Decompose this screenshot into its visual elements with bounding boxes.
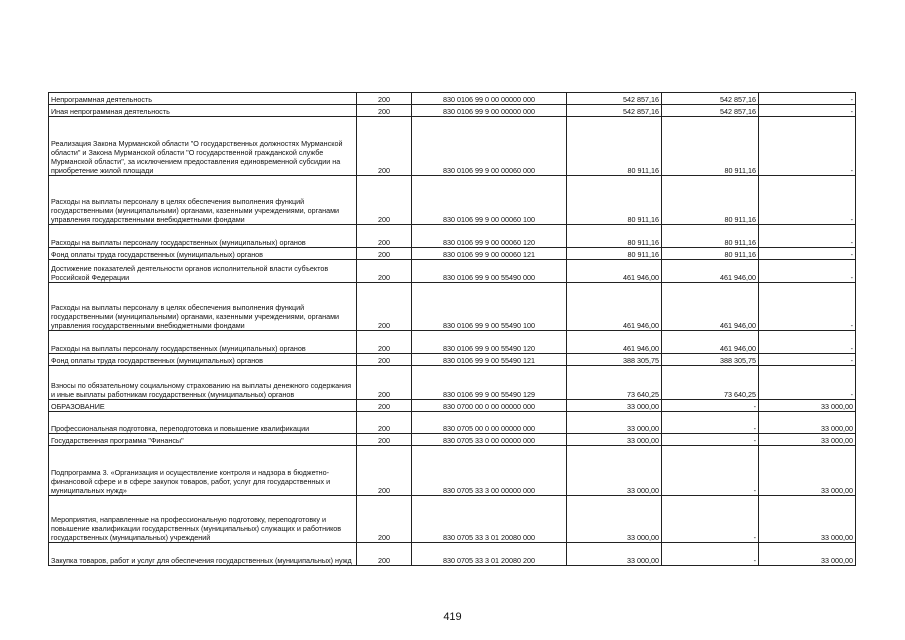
row-code-cell: 200	[357, 366, 412, 400]
row-kbk-cell: 830 0106 99 0 00 00000 000	[412, 93, 567, 105]
row-kbk-cell: 830 0700 00 0 00 00000 000	[412, 400, 567, 412]
row-name-cell: Расходы на выплаты персоналу государственных (муниципальных) органов	[49, 225, 357, 248]
row-executed-cell: 461 946,00	[662, 260, 759, 283]
table-row	[49, 543, 856, 566]
row-executed-cell: 542 857,16	[662, 93, 759, 105]
row-code-cell: 200	[357, 283, 412, 331]
row-name-cell: Профессиональная подготовка, переподготовка и повышение квалификации	[49, 412, 357, 434]
row-kbk-cell: 830 0705 00 0 00 00000 000	[412, 412, 567, 434]
table-row	[49, 176, 856, 225]
table-row	[49, 446, 856, 496]
row-name-cell: Расходы на выплаты персоналу государственных (муниципальных) органов	[49, 331, 357, 354]
row-name-cell: Реализация Закона Мурманской области "О государственных должностях Мурманской области" и Закона Мурманской области "О государственной гражданской службе Мурманской области", за исключением предоставления единовременной субсидии на приобретение жилой площади	[49, 117, 357, 176]
row-name-cell: Иная непрограммная деятельность	[49, 105, 357, 117]
table-body	[49, 93, 856, 566]
row-name-cell: Мероприятия, направленные на профессиональную подготовку, переподготовку и повышение квалификации государственных (муниципальных) служащих и работников государственных (муниципальных) учреждений	[49, 496, 357, 543]
row-code-cell: 200	[357, 176, 412, 225]
row-name-cell: Государственная программа "Финансы"	[49, 434, 357, 446]
row-remaining-cell: -	[759, 93, 856, 105]
row-executed-cell: 80 911,16	[662, 117, 759, 176]
row-name-cell: Закупка товаров, работ и услуг для обеспечения государственных (муниципальных) нужд	[49, 543, 357, 566]
row-executed-cell: 461 946,00	[662, 283, 759, 331]
row-kbk-cell: 830 0106 99 9 00 00060 100	[412, 176, 567, 225]
row-kbk-cell: 830 0106 99 9 00 55490 120	[412, 331, 567, 354]
table-row	[49, 248, 856, 260]
row-name-cell: Непрограммная деятельность	[49, 93, 357, 105]
table-row	[49, 366, 856, 400]
row-approved-cell: 33 000,00	[567, 543, 662, 566]
row-code-cell: 200	[357, 331, 412, 354]
row-remaining-cell: -	[759, 176, 856, 225]
table-row	[49, 117, 856, 176]
row-remaining-cell: -	[759, 225, 856, 248]
row-approved-cell: 542 857,16	[567, 105, 662, 117]
row-executed-cell: -	[662, 446, 759, 496]
row-approved-cell: 33 000,00	[567, 400, 662, 412]
row-code-cell: 200	[357, 412, 412, 434]
row-approved-cell: 80 911,16	[567, 117, 662, 176]
row-executed-cell: 73 640,25	[662, 366, 759, 400]
row-executed-cell: 80 911,16	[662, 176, 759, 225]
row-code-cell: 200	[357, 260, 412, 283]
table-row	[49, 331, 856, 354]
row-code-cell: 200	[357, 105, 412, 117]
row-executed-cell: -	[662, 496, 759, 543]
row-kbk-cell: 830 0106 99 9 00 00060 121	[412, 248, 567, 260]
row-kbk-cell: 830 0705 33 3 00 00000 000	[412, 446, 567, 496]
row-code-cell: 200	[357, 248, 412, 260]
row-kbk-cell: 830 0705 33 3 01 20080 200	[412, 543, 567, 566]
table-row	[49, 105, 856, 117]
row-code-cell: 200	[357, 496, 412, 543]
table-row	[49, 225, 856, 248]
row-executed-cell: 80 911,16	[662, 225, 759, 248]
row-code-cell: 200	[357, 117, 412, 176]
row-remaining-cell: 33 000,00	[759, 543, 856, 566]
page-number: 419	[443, 611, 462, 623]
row-approved-cell: 80 911,16	[567, 176, 662, 225]
row-kbk-cell: 830 0106 99 9 00 55490 129	[412, 366, 567, 400]
row-executed-cell: -	[662, 400, 759, 412]
row-approved-cell: 33 000,00	[567, 434, 662, 446]
row-remaining-cell: -	[759, 331, 856, 354]
row-remaining-cell: 33 000,00	[759, 446, 856, 496]
row-approved-cell: 461 946,00	[567, 283, 662, 331]
row-remaining-cell: 33 000,00	[759, 496, 856, 543]
table-row	[49, 93, 856, 105]
row-kbk-cell: 830 0106 99 9 00 55490 100	[412, 283, 567, 331]
row-remaining-cell: -	[759, 366, 856, 400]
table-row	[49, 412, 856, 434]
row-name-cell: Расходы на выплаты персоналу в целях обеспечения выполнения функций государственными (муниципальными) органами, казенными учреждениями, органами управления государственными внебюджетными фондами	[49, 283, 357, 331]
row-code-cell: 200	[357, 354, 412, 366]
row-remaining-cell: -	[759, 248, 856, 260]
row-name-cell: ОБРАЗОВАНИЕ	[49, 400, 357, 412]
budget-execution-table	[48, 92, 856, 566]
row-executed-cell: -	[662, 434, 759, 446]
row-approved-cell: 461 946,00	[567, 260, 662, 283]
row-name-cell: Подпрограмма 3. «Организация и осуществление контроля и надзора в бюджетно-финансовой сфере и в сфере закупок товаров, работ, услуг для государственных и муниципальных нужд»	[49, 446, 357, 496]
row-executed-cell: 80 911,16	[662, 248, 759, 260]
table-row	[49, 400, 856, 412]
row-approved-cell: 388 305,75	[567, 354, 662, 366]
row-code-cell: 200	[357, 400, 412, 412]
row-kbk-cell: 830 0106 99 9 00 00060 000	[412, 117, 567, 176]
row-name-cell: Фонд оплаты труда государственных (муниципальных) органов	[49, 354, 357, 366]
row-remaining-cell: -	[759, 105, 856, 117]
row-name-cell: Взносы по обязательному социальному страхованию на выплаты денежного содержания и иные выплаты работникам государственных (муниципальных) органов	[49, 366, 357, 400]
row-name-cell: Достижение показателей деятельности органов исполнительной власти субъектов Российской Федерации	[49, 260, 357, 283]
row-code-cell: 200	[357, 225, 412, 248]
row-remaining-cell: -	[759, 354, 856, 366]
row-remaining-cell: 33 000,00	[759, 434, 856, 446]
row-approved-cell: 33 000,00	[567, 446, 662, 496]
row-approved-cell: 461 946,00	[567, 331, 662, 354]
row-name-cell: Расходы на выплаты персоналу в целях обеспечения выполнения функций государственными (муниципальными) органами, казенными учреждениями, органами управления государственными внебюджетными фондами	[49, 176, 357, 225]
row-approved-cell: 542 857,16	[567, 93, 662, 105]
row-executed-cell: -	[662, 412, 759, 434]
row-kbk-cell: 830 0106 99 9 00 00000 000	[412, 105, 567, 117]
row-name-cell: Фонд оплаты труда государственных (муниципальных) органов	[49, 248, 357, 260]
row-remaining-cell: 33 000,00	[759, 412, 856, 434]
table-row	[49, 434, 856, 446]
row-executed-cell: 542 857,16	[662, 105, 759, 117]
row-kbk-cell: 830 0705 33 0 00 00000 000	[412, 434, 567, 446]
row-executed-cell: -	[662, 543, 759, 566]
row-kbk-cell: 830 0106 99 9 00 55490 121	[412, 354, 567, 366]
row-executed-cell: 461 946,00	[662, 331, 759, 354]
row-kbk-cell: 830 0106 99 9 00 55490 000	[412, 260, 567, 283]
row-kbk-cell: 830 0106 99 9 00 00060 120	[412, 225, 567, 248]
row-kbk-cell: 830 0705 33 3 01 20080 000	[412, 496, 567, 543]
row-code-cell: 200	[357, 93, 412, 105]
table-row	[49, 496, 856, 543]
row-remaining-cell: 33 000,00	[759, 400, 856, 412]
row-code-cell: 200	[357, 434, 412, 446]
row-executed-cell: 388 305,75	[662, 354, 759, 366]
table-row	[49, 260, 856, 283]
row-approved-cell: 33 000,00	[567, 412, 662, 434]
row-code-cell: 200	[357, 446, 412, 496]
row-remaining-cell: -	[759, 260, 856, 283]
row-approved-cell: 73 640,25	[567, 366, 662, 400]
table-row	[49, 283, 856, 331]
table-row	[49, 354, 856, 366]
row-approved-cell: 33 000,00	[567, 496, 662, 543]
row-remaining-cell: -	[759, 283, 856, 331]
row-approved-cell: 80 911,16	[567, 225, 662, 248]
row-approved-cell: 80 911,16	[567, 248, 662, 260]
row-code-cell: 200	[357, 543, 412, 566]
row-remaining-cell: -	[759, 117, 856, 176]
